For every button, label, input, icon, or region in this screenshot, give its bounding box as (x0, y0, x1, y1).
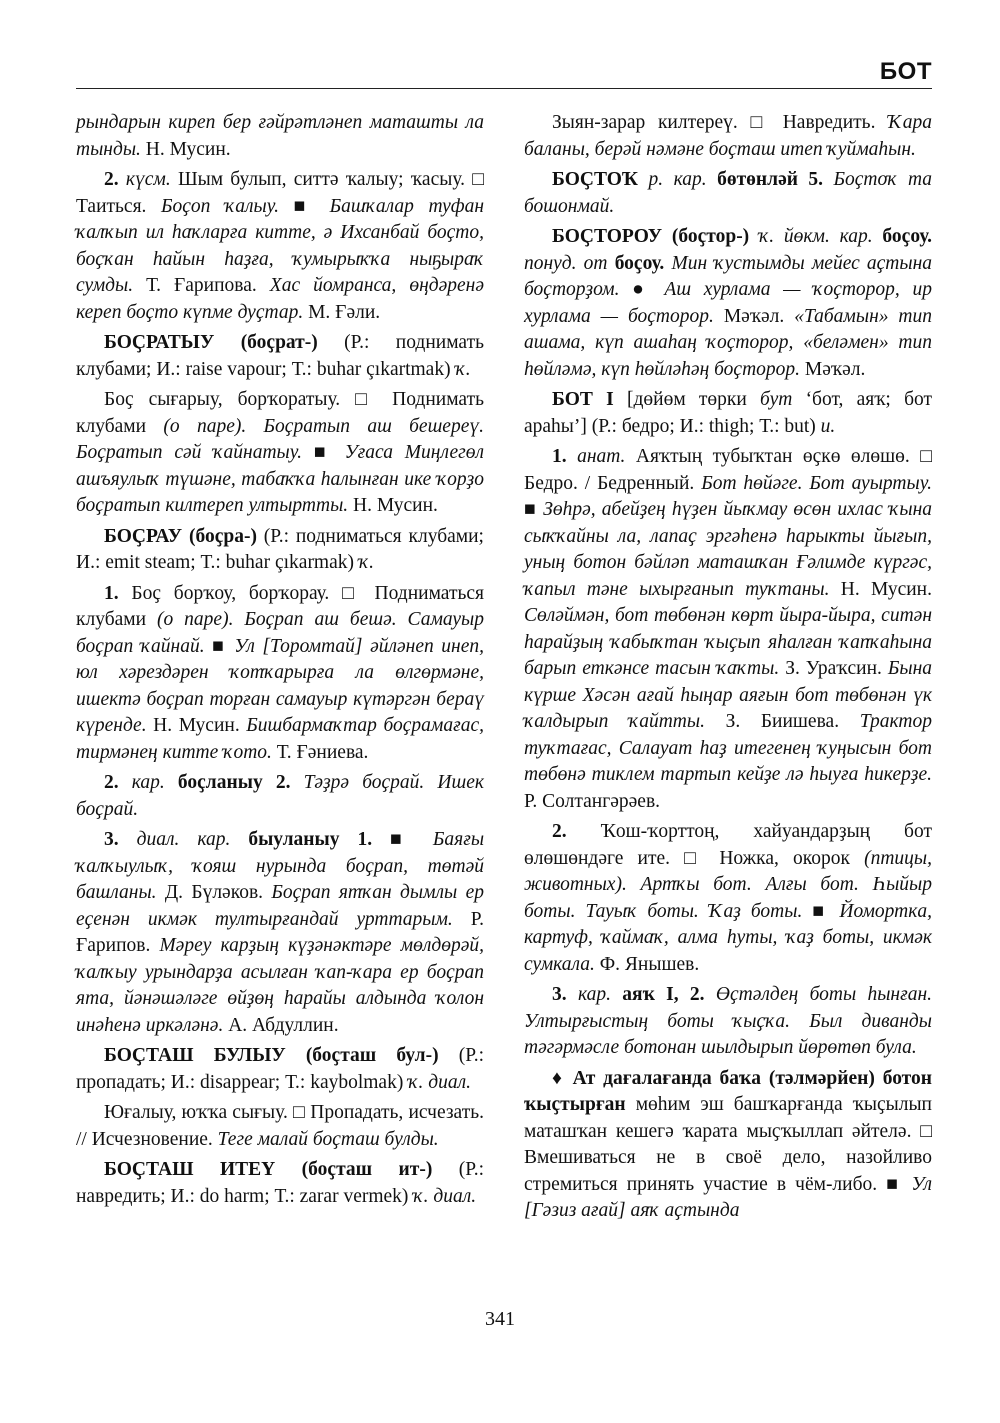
running-head (76, 58, 932, 89)
dictionary-paragraph: Юғалыу, юҡҡа сығыу. □ Пропадать, исчезать. // Исчезновение. Теге малай боҫташ булды. (76, 1102, 484, 1150)
dictionary-paragraph: БОҪТОҠ р. кар. бөтөнләй 5. Боҫтоҡ та бошонмай. (524, 169, 933, 217)
dictionary-paragraph: БОТ I [дөйөм төрки бут ‘бот, аяҡ; бот араһы’] (Р.: бедро; И.: thigh; Т.: but) и. (524, 389, 933, 437)
dictionary-paragraph: БОҪТАШ ИТЕҮ (боҫташ ит-) (Р.: навредить; И.: do harm; Т.: zarar vermek) ҡ. диал. (76, 1159, 484, 1207)
dictionary-paragraph: 1. Боҫ борҡоу, борҡорау. □ Подниматься клубами (о паре). Боҫрап аш бешә. Самауыр боҫрап ҡайнай. ■ Ул [Торомтай] әйләнеп инеп, юл хәрездәрен ҡотҡарырға ла өлгөрмәне, ишектә боҫрап торған самауыр күтәргән бераү күренде. Н. Мусин. Бишбармаҡтар боҫрамағас, тирмәнең китте ҡото. Т. Ғәниева. (76, 582, 485, 763)
dictionary-paragraph: 3. диал. кар. быуланыу 1. ■ Баяғы ҡалҡыулыҡ, ҡояш нурында боҫрап, төтәй башланы. Д. Бүләков. Боҫрап ятҡан дымлы ер еҫенән икмәк тултырғандай урттарым. Р. Ғарипов. Мәреу карҙың күҙәнәктәре мөлдөрәй, ҡалҡыу урындарҙа асылған ҡап-ҡара ер боҫрап ята, йәнәшәләге өйҙөң һарайы алдында ҡолон инәһенә иркәләнә. А. Абдуллин. (76, 829, 485, 1036)
dictionary-paragraph: БОҪТАШ БУЛЫУ (боҫташ бул-) (Р.: пропадать; И.: disappear; Т.: kaybolmak) ҡ. диал. (76, 1045, 484, 1093)
dictionary-paragraph: Боҫ сығарыу, борҡоратыу. □ Поднимать клубами (о паре). Боҫратып аш бешереү. Боҫратып сәй ҡайнатыу. ■ Уғаса Миңлегөл ашъяулыҡ түшәне, табаҡҡа һалынған ике ҡорҙо боҫратып килтереп ултыртты. Н. Мусин. (76, 389, 484, 516)
dictionary-paragraph: 2. кар. боҫланыу 2. Тәҙрә боҫрай. Ишек боҫрай. (76, 772, 484, 820)
dictionary-paragraph: 1. анат. Аяҡтың тубыҡтан өҫкө өлөшө. □ Бедро. / Бедренный. Бот һөйәге. Бот ауыртыу. ■ Зөһрә, абейҙең һүҙен йыҡмау өсөн ихлас ҡына сыҡҡайны ла, лапаҫ эргәһенә һарыкты йығып, уның ботон бәйләп маташҡан Ғәлимде күргәс, ҡапыл тәне ыхырғанып туҡтаны. Н. Мусин. Сөләймән, бот төбөнән көрт йыра-йыра, ситән һарайҙың ҡабыҡтан ҡыҫып яһалған ҡапҡаһына барып еткәнсе тасын ҡаҡты. З. Ураҡсин. Бына күрше Хәсән ағай һыңар аяғын бот төбөнән үк ҡалдырып ҡайтты. З. Биишева. Трактор туҡтағас, Салауат һаҙ итегенең ҡуңысын бот төбөнә тиклем тартып кейҙе лә һыуға һикерҙе. Р. Солтангәрәев. (524, 446, 933, 812)
dictionary-paragraph: Зыян-зарар килтереү. □ Навредить. Ҡара баланы, берәй нәмәне боҫташ итеп ҡуймаһын. (524, 112, 932, 160)
dictionary-paragraph: рындарын киреп бер ғәйрәтләнеп маташты ла тынды. Н. Мусин. (76, 112, 484, 160)
dictionary-paragraph: 2. күсм. Шым булып, ситтә ҡалыу; ҡасыу. □ Таиться. Боҫоп ҡалыу. ■ Башҡалар туфан ҡалҡып ил һаҡларға китте, ә Ихсанбай боҫто, боҫҡан һайын һаҙға, ҡумырыҡҡа ныҕыраҡ сумды. Т. Ғарипова. Хас йомранса, өңдәренә кереп боҫто күпме дуҫтар. М. Ғәли. (76, 169, 485, 323)
left-column (76, 110, 484, 1214)
dictionary-paragraph: БОҪРАТЫУ (боҫрат-) (Р.: поднимать клубами; И.: raise vapour; Т.: buhar çıkartmak) ҡ. (76, 332, 484, 380)
dictionary-paragraph: ♦ Ат дағалағанда баҡа (тәлмәрйен) ботон ҡыҫтырған мөһим эш башҡарғанда ҡыҫылып маташҡан кешегә ҡарата мыҫҡыллап әйтелә. □ Вмешиваться не в своё дело, назойливо стремиться принять участие в чём-либо. ■ Ул [Гәзиз ағай] аяҡ аҫтында (524, 1067, 932, 1221)
running-head-word: БОТ (879, 58, 932, 85)
page-number: 341 (485, 1308, 515, 1330)
dictionary-paragraph: БОҪТОРОУ (боҫтор-) ҡ. йөкм. кар. боҫоу. понуд. от боҫоу. Мин ҡустымды мейес аҫтына боҫторҙом. ● Аш хурлама — ҡоҫторор, ир хурлама — боҫторор. Мәҡәл. «Табамын» тип ашама, күп ашаһаң ҡоҫторор, «беләмен» тип һөйләмә, күп һөйләһәң боҫторор. Мәҡәл. (524, 226, 933, 380)
dictionary-paragraph: 3. кар. аяҡ I, 2. Өҫтәлдең боты һынған. Ултырғыстың боты ҡыҫҡа. Был диванды тәгәрмәсле ботонан шылдырып йөрөтөп була. (524, 984, 933, 1058)
right-column (524, 110, 932, 1229)
dictionary-paragraph: 2. Ҡош-ҡорттоң, хайуандарҙың бот өлөшөндәге ите. □ Ножка, окорок (птицы, животных). Артҡы бот. Алғы бот. Һыйыр боты. Тауыҡ боты. Ҡаҙ боты. ■ Йоморткa, картуф, ҡаймаҡ, алма һуты, ҡаҙ боты, икмәк сумкала. Ф. Янышев. (524, 821, 932, 975)
dictionary-paragraph: БОҪРАУ (боҫра-) (Р.: подниматься клубами; И.: emit steam; Т.: buhar çıkarmak) ҡ. (76, 525, 484, 573)
